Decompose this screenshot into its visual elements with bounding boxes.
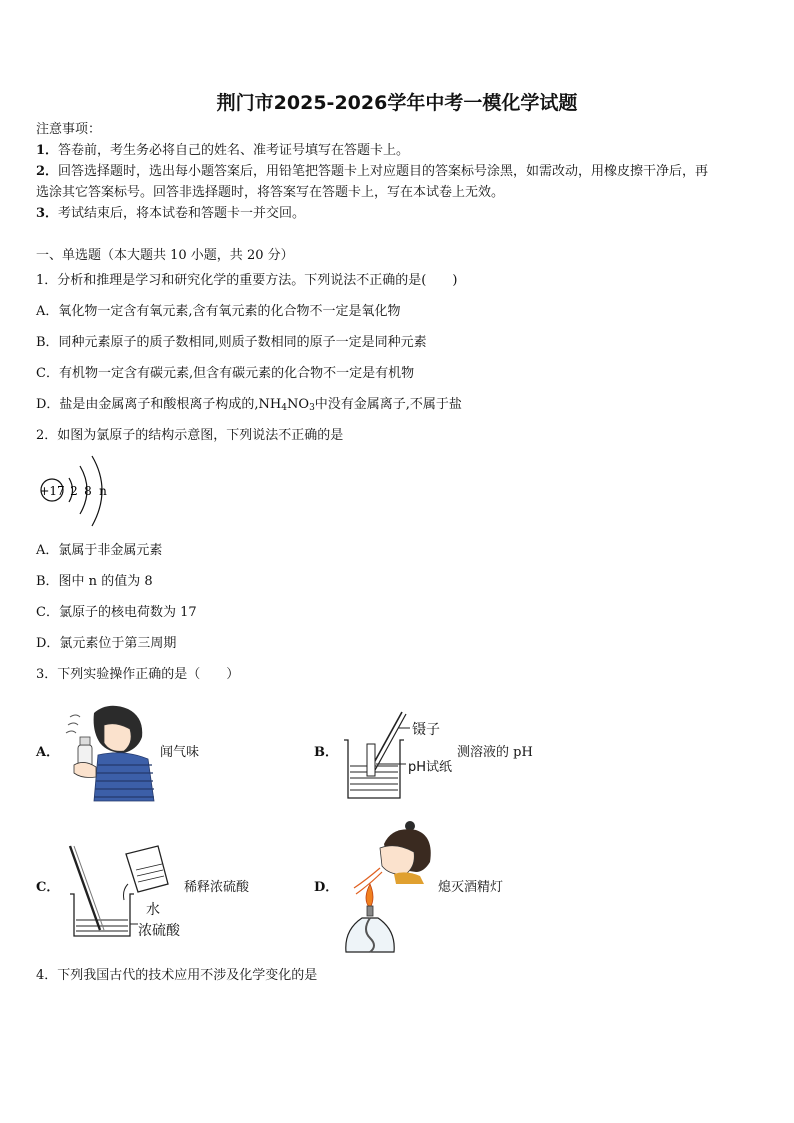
q2-option-c: C．氯原子的核电荷数为 17 — [36, 605, 197, 620]
q3-b-letter: B． — [314, 745, 338, 760]
q1-option-d — [36, 397, 462, 416]
chlorine-atom-diagram — [36, 452, 126, 532]
pouring-beaker — [126, 846, 168, 892]
q3-b-caption: 测溶液的 pH — [457, 745, 533, 760]
extinguish-lamp-figure — [340, 818, 440, 956]
q4-stem: 4．下列我国古代的技术应用不涉及化学变化的是 — [36, 968, 318, 983]
boy-face — [104, 724, 131, 752]
notice-item-2 — [36, 164, 708, 180]
label-tweezers: 镊子 — [412, 722, 440, 738]
girl-face — [380, 846, 414, 875]
notice-num-2: 2． — [36, 164, 59, 179]
alcohol-lamp — [346, 918, 394, 952]
q1-option-b: B．同种元素原子的质子数相同,则质子数相同的原子一定是同种元素 — [36, 335, 427, 350]
boy-hand — [74, 762, 96, 777]
q3-a-caption: 闻气味 — [160, 745, 200, 760]
q3-a-letter: A． — [36, 745, 60, 760]
q1-d-sub1: 4 — [281, 403, 288, 413]
q2-option-b: B．图中 n 的值为 8 — [36, 574, 153, 589]
nucleus-label: +17 — [39, 484, 65, 498]
wick-holder — [367, 906, 373, 916]
q1-d-sub2: 3 — [309, 403, 315, 413]
waft-lines — [66, 715, 80, 733]
notice-text-2a: 回答选择题时，选出每小题答案后，用铅笔把答题卡上对应题目的答案标号涂黑，如需改动，用橡皮擦干净后，再 — [58, 164, 709, 179]
notice-heading: 注意事项： — [36, 122, 102, 137]
beaker-c — [70, 894, 134, 936]
girl-collar — [394, 872, 424, 884]
q2-option-a: A．氯属于非金属元素 — [36, 543, 163, 558]
q1-d-post: 中没有金属离子,不属于盐 — [314, 397, 462, 412]
boy-shirt — [94, 753, 154, 801]
q3-c-caption: 稀释浓硫酸 — [184, 880, 250, 895]
q3-stem: 3．下列实验操作正确的是（ ） — [36, 667, 240, 682]
notice-text-3: 考试结束后，将本试卷和答题卡一并交回。 — [58, 206, 306, 221]
q2-option-d: D．氯元素位于第三周期 — [36, 636, 177, 651]
notice-num-1: 1． — [36, 143, 59, 158]
q2-stem: 2．如图为氯原子的结构示意图，下列说法不正确的是 — [36, 428, 344, 443]
notice-num-3: 3． — [36, 206, 59, 221]
shell-3-count: n — [99, 484, 107, 498]
shell-2-count: 8 — [84, 484, 92, 498]
label-ph-paper: pH试纸 — [408, 760, 453, 775]
flame — [366, 884, 373, 908]
q3-c-letter: C． — [36, 880, 60, 895]
notice-text-1: 答卷前，考生务必将自己的姓名、准考证号填写在答题卡上。 — [58, 143, 410, 158]
q1-stem: 1．分析和推理是学习和研究化学的重要方法。下列说法不正确的是( ) — [36, 273, 458, 288]
q1-option-c: C．有机物一定含有碳元素,但含有碳元素的化合物不一定是有机物 — [36, 366, 415, 381]
smell-gas-figure — [64, 703, 158, 803]
shell-1-count: 2 — [70, 484, 78, 498]
q1-d-pre: D．盐是由金属离子和酸根离子构成的,NH — [36, 397, 282, 412]
notice-text-2b: 选涂其它答案标号。回答非选择题时，将答案写在答题卡上，写在本试卷上无效。 — [36, 185, 505, 200]
notice-item-1 — [36, 143, 409, 159]
section-heading: 一、单选题（本大题共 10 小题，共 20 分） — [36, 248, 294, 263]
label-water: 水 — [146, 902, 160, 918]
q3-d-caption: 熄灭酒精灯 — [438, 880, 504, 895]
q3-d-letter: D． — [314, 880, 339, 895]
ph-paper — [367, 744, 375, 776]
bottle-neck — [80, 737, 90, 745]
notice-item-3 — [36, 206, 305, 222]
pour-stream — [124, 884, 129, 900]
label-conc-acid: 浓硫酸 — [138, 923, 180, 939]
page-title: 荆门市2025-2026学年中考一模化学试题 — [216, 92, 578, 114]
q1-d-mid: NO — [287, 397, 310, 412]
q1-option-a: A．氧化物一定含有氧元素,含有氧元素的化合物不一定是氧化物 — [36, 304, 401, 319]
